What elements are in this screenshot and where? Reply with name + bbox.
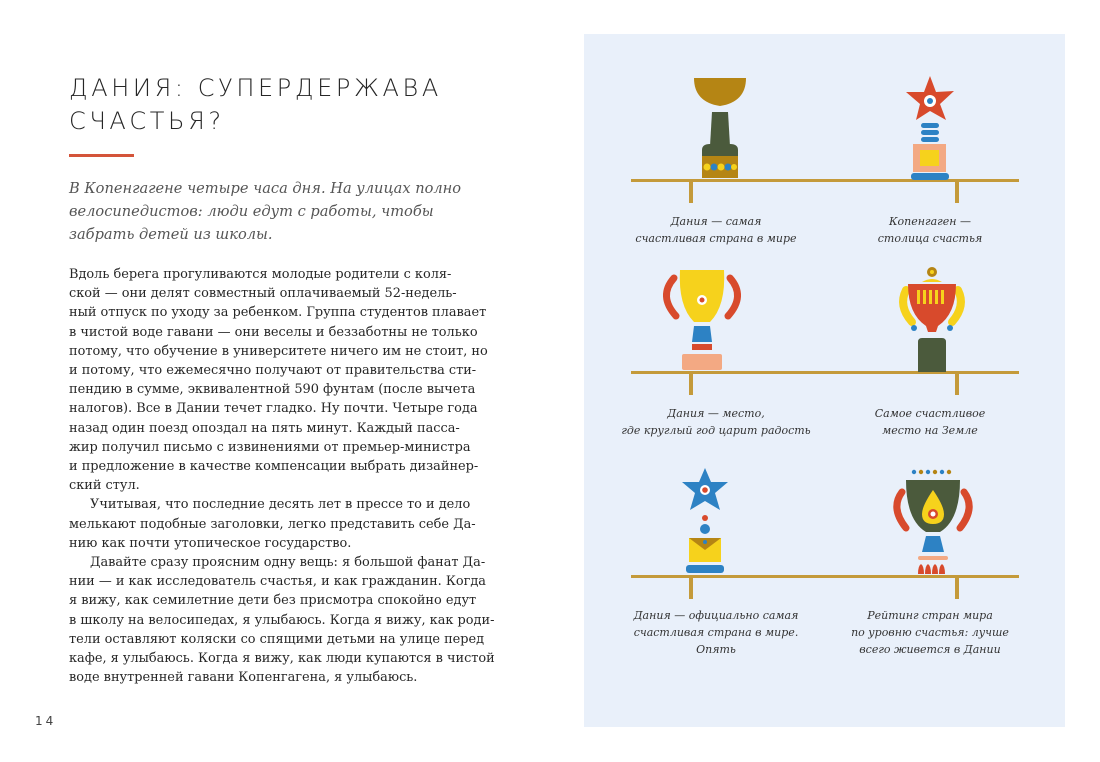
body-line: нию как почти утопическое государство. — [69, 535, 352, 551]
trophy-caption — [601, 607, 831, 658]
shelf-bracket — [689, 373, 693, 395]
trophy-caption — [815, 607, 1045, 658]
red-cup-trophy-icon — [892, 266, 972, 372]
title-line: СЧАСТЬЯ? — [69, 107, 225, 135]
body-line: я вижу, как семилетние дети без присмотра спокойно едут — [69, 593, 477, 609]
body-line: нии — и как исследователь счастья, и как гражданин. Когда — [69, 574, 486, 590]
title-line: ДАНИЯ: СУПЕРДЕРЖАВА — [69, 74, 442, 102]
title-accent-rule — [69, 154, 134, 157]
caption-line: Копенгаген — — [889, 215, 971, 228]
caption-line: счастливая страна в мире — [635, 232, 797, 245]
trophy-caption — [601, 405, 831, 439]
body-text — [69, 265, 495, 687]
caption-line: Опять — [696, 643, 736, 656]
caption-line: по уровню счастья: лучше — [851, 626, 1009, 639]
body-line: ный отпуск по уходу за ребенком. Группа студентов плавает — [69, 305, 487, 321]
caption-line: где круглый год царит радость — [621, 424, 811, 437]
caption-line: счастливая страна в мире. — [633, 626, 799, 639]
lead-line: В Копенгагене четыре часа дня. На улицах полно — [69, 180, 462, 197]
body-line: тели оставляют коляски со спящими детьми на улице перед — [69, 631, 485, 647]
page-number: 14 — [35, 714, 57, 728]
body-line: Давайте сразу проясним одну вещь: я большой фанат Да- — [90, 555, 486, 571]
shelf-bracket — [955, 577, 959, 599]
body-line: и потому, что ежемесячно получают от правительства сти- — [69, 363, 477, 379]
caption-line: всего живется в Дании — [859, 643, 1001, 656]
lead-line: велосипедистов: люди едут с работы, чтобы — [69, 203, 434, 220]
page-title — [69, 72, 489, 138]
trophy-caption — [815, 213, 1045, 247]
caption-line: место на Земле — [882, 424, 978, 437]
shelf-bracket — [689, 181, 693, 203]
caption-line: Дания — официально самая — [633, 609, 799, 622]
caption-line: столица счастья — [877, 232, 983, 245]
trophy-caption — [815, 405, 1045, 439]
body-line: кафе, я улыбаюсь. Когда я вижу, как люди купаются в чистой — [69, 651, 495, 667]
body-line: жир получил письмо с извинениями от премьер-министра — [69, 439, 471, 455]
green-cup-trophy-icon — [888, 468, 978, 576]
caption-line: Дания — место, — [667, 407, 765, 420]
body-line: налогов). Все в Дании течет гладко. Ну почти. Четыре года — [69, 401, 478, 417]
body-line: в школу на велосипедах, я улыбаюсь. Когда я вижу, как роди- — [69, 612, 495, 628]
shelf-bracket — [689, 577, 693, 599]
lead-line: забрать детей из школы. — [69, 226, 273, 243]
body-line: и предложение в качестве компенсации выбрать дизайнер- — [69, 459, 479, 475]
caption-line: Самое счастливое — [874, 407, 986, 420]
body-line: Вдоль берега прогуливаются молодые родители с коля- — [69, 267, 452, 282]
trophy-illustration-panel — [584, 34, 1065, 727]
body-line: Учитывая, что последние десять лет в прессе то и дело — [90, 497, 471, 513]
caption-line: Рейтинг стран мира — [867, 609, 993, 622]
body-line: потому, что обучение в университете ничего им не стоит, но — [69, 343, 488, 359]
caption-line: Дания — самая — [670, 215, 762, 228]
blue-star-trophy-icon — [680, 466, 730, 576]
yellow-cup-trophy-icon — [654, 266, 750, 372]
body-line: ский стул. — [69, 478, 140, 494]
red-star-trophy-icon — [900, 74, 960, 180]
body-line: мелькают подобные заголовки, легко представить себе Да- — [69, 516, 476, 532]
body-line: назад один поезд опоздал на пять минут. Каждый пасса- — [69, 420, 460, 436]
body-line: ской — они делят совместный оплачиваемый 52-недель- — [69, 286, 457, 302]
shelf-bracket — [955, 181, 959, 203]
body-line: воде внутренней гавани Копенгагена, я улыбаюсь. — [69, 670, 418, 686]
trophy-caption — [601, 213, 831, 247]
body-line: в чистой воде гавани — они веселы и беззаботны не только — [69, 324, 478, 340]
shelf-bracket — [955, 373, 959, 395]
goblet-trophy-icon — [690, 76, 750, 180]
body-line: пендию в сумме, эквивалентной 590 фунтам (после вычета — [69, 382, 476, 398]
lead-paragraph — [69, 177, 489, 246]
